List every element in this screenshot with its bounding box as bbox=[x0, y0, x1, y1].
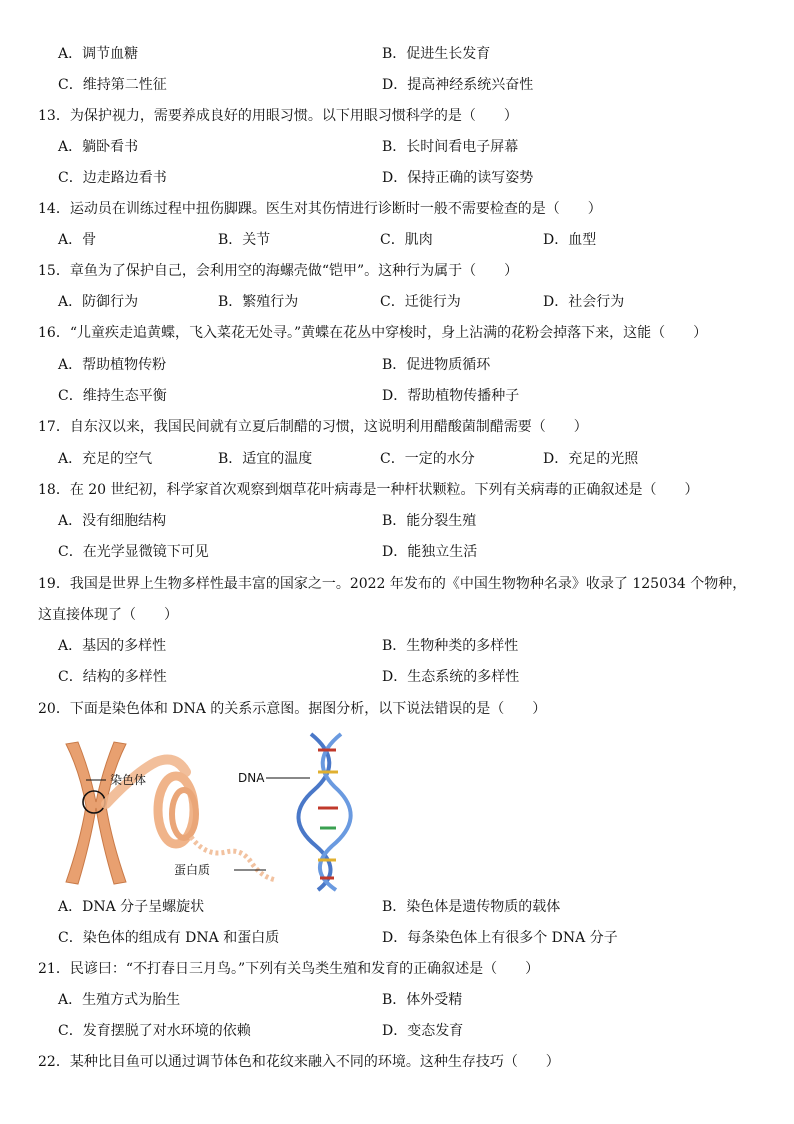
answer-option[interactable]: C．在光学显微镜下可见 bbox=[58, 544, 209, 560]
question-text: 21．民谚曰：“不打春日三月鸟。”下列有关鸟类生殖和发育的正确叙述是（ ） bbox=[38, 961, 540, 977]
answer-option[interactable]: C．结构的多样性 bbox=[58, 669, 167, 685]
answer-option[interactable]: A．帮助植物传粉 bbox=[58, 357, 167, 373]
chromosome-dna-diagram bbox=[56, 732, 356, 892]
question-text: 15．章鱼为了保护自己，会利用空的海螺壳做“铠甲”。这种行为属于（ ） bbox=[38, 263, 519, 279]
answer-option[interactable]: D．保持正确的读写姿势 bbox=[382, 170, 534, 186]
answer-option[interactable]: B．能分裂生殖 bbox=[382, 513, 477, 529]
question-text: 这直接体现了（ ） bbox=[38, 607, 178, 623]
question-text: 14．运动员在训练过程中扭伤脚踝。医生对其伤情进行诊断时一般不需要检查的是（ ） bbox=[38, 201, 602, 217]
answer-option[interactable]: B．体外受精 bbox=[382, 992, 463, 1008]
answer-option[interactable]: A．调节血糖 bbox=[58, 46, 139, 62]
answer-option[interactable]: A．躺卧看书 bbox=[58, 139, 139, 155]
answer-option[interactable]: B．促进生长发育 bbox=[382, 46, 491, 62]
answer-option[interactable]: C．维持第二性征 bbox=[58, 77, 167, 93]
answer-option[interactable]: A．DNA 分子呈螺旋状 bbox=[58, 899, 205, 915]
answer-option[interactable]: B．繁殖行为 bbox=[218, 294, 299, 310]
question-text: 18．在 20 世纪初，科学家首次观察到烟草花叶病毒是一种杆状颗粒。下列有关病毒的正确叙述是（ ） bbox=[38, 482, 699, 498]
answer-option[interactable]: D．血型 bbox=[543, 232, 597, 248]
answer-option[interactable]: B．关节 bbox=[218, 232, 271, 248]
answer-option[interactable]: B．长时间看电子屏幕 bbox=[382, 139, 519, 155]
chromosome-shape bbox=[66, 742, 126, 884]
answer-option[interactable]: A．基因的多样性 bbox=[58, 638, 167, 654]
answer-option[interactable]: D．充足的光照 bbox=[543, 451, 639, 467]
answer-option[interactable]: B．生物种类的多样性 bbox=[382, 638, 519, 654]
answer-option[interactable]: C．迁徙行为 bbox=[380, 294, 461, 310]
answer-option[interactable]: A．生殖方式为胎生 bbox=[58, 992, 181, 1008]
answer-option[interactable]: B．促进物质循环 bbox=[382, 357, 491, 373]
answer-option[interactable]: C．染色体的组成有 DNA 和蛋白质 bbox=[58, 930, 280, 946]
answer-option[interactable]: D．帮助植物传播种子 bbox=[382, 388, 520, 404]
answer-option[interactable]: A．防御行为 bbox=[58, 294, 139, 310]
label-chromosome: 染色体 bbox=[110, 773, 147, 787]
answer-option[interactable]: D．生态系统的多样性 bbox=[382, 669, 520, 685]
answer-option[interactable]: C．肌肉 bbox=[380, 232, 433, 248]
answer-option[interactable]: C．维持生态平衡 bbox=[58, 388, 167, 404]
label-protein: 蛋白质 bbox=[174, 863, 211, 877]
question-text: 13．为保护视力，需要养成良好的用眼习惯。以下用眼习惯科学的是（ ） bbox=[38, 108, 518, 124]
answer-option[interactable]: A．充足的空气 bbox=[58, 451, 153, 467]
question-text: 22．某种比目鱼可以通过调节体色和花纹来融入不同的环境。这种生存技巧（ ） bbox=[38, 1054, 560, 1070]
answer-option[interactable]: C．一定的水分 bbox=[380, 451, 475, 467]
answer-option[interactable]: D．社会行为 bbox=[543, 294, 625, 310]
answer-option[interactable]: C．边走路边看书 bbox=[58, 170, 167, 186]
dna-helix bbox=[298, 734, 350, 890]
question-text: 17．自东汉以来，我国民间就有立夏后制醋的习惯，这说明利用醋酸菌制醋需要（ ） bbox=[38, 419, 588, 435]
label-dna: DNA bbox=[238, 771, 265, 785]
answer-option[interactable]: D．能独立生活 bbox=[382, 544, 478, 560]
answer-option[interactable]: D．提高神经系统兴奋性 bbox=[382, 77, 534, 93]
answer-option[interactable]: D．每条染色体上有很多个 DNA 分子 bbox=[382, 930, 618, 946]
answer-option[interactable]: B．染色体是遗传物质的载体 bbox=[382, 899, 561, 915]
question-text: 19．我国是世界上生物多样性最丰富的国家之一。2022 年发布的《中国生物物种名录》收录了 125034 个物种， bbox=[38, 576, 747, 592]
answer-option[interactable]: B．适宜的温度 bbox=[218, 451, 313, 467]
question-text: 20．下面是染色体和 DNA 的关系示意图。据图分析，以下说法错误的是（ ） bbox=[38, 701, 547, 717]
answer-option[interactable]: D．变态发育 bbox=[382, 1023, 464, 1039]
answer-option[interactable]: C．发育摆脱了对水环境的依赖 bbox=[58, 1023, 251, 1039]
question-text: 16．“儿童疾走追黄蝶，飞入菜花无处寻。”黄蝶在花丛中穿梭时，身上沾满的花粉会掉落下来，这能（ ） bbox=[38, 325, 708, 341]
answer-option[interactable]: A．骨 bbox=[58, 232, 97, 248]
answer-option[interactable]: A．没有细胞结构 bbox=[58, 513, 167, 529]
